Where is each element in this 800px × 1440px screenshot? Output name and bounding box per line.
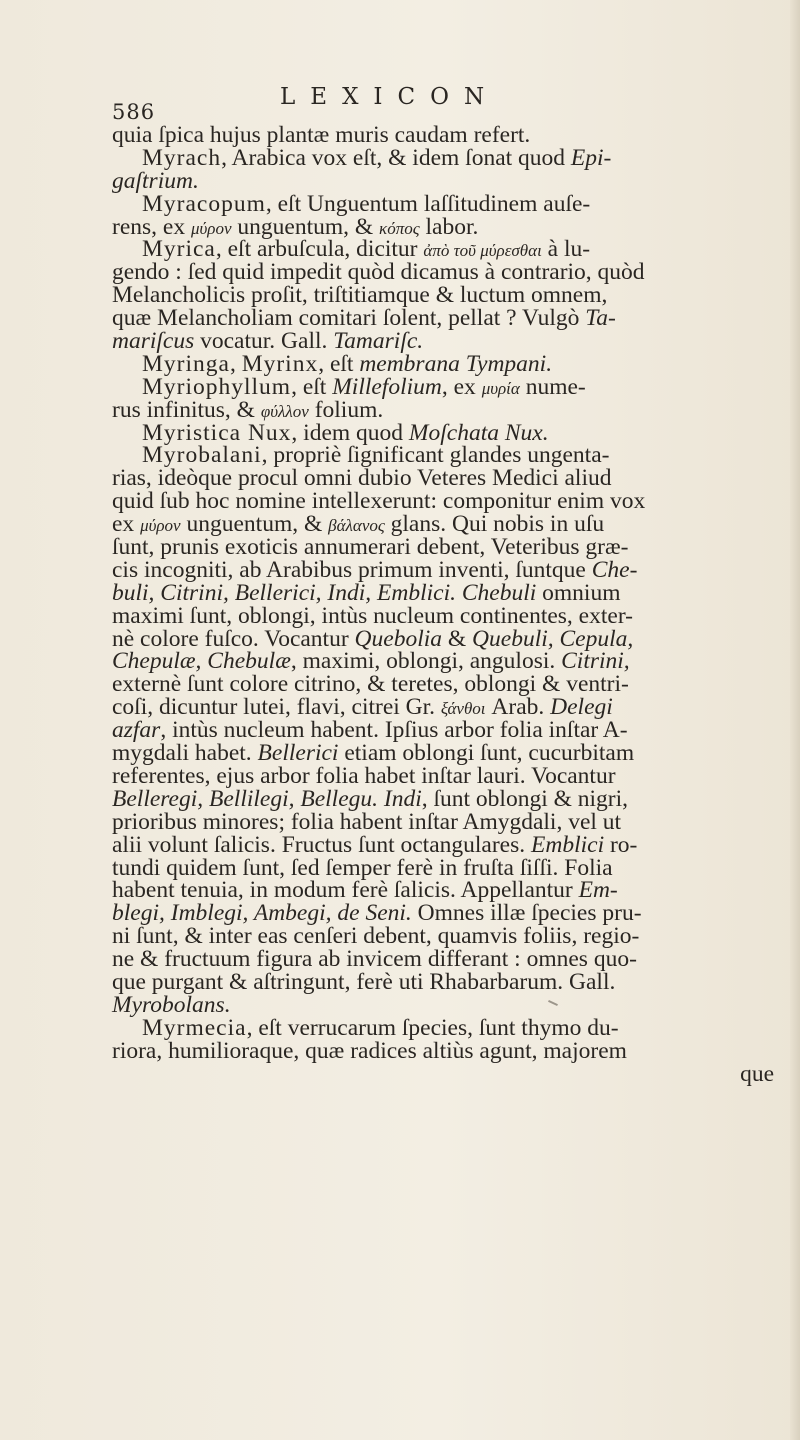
- text-line: [112, 124, 792, 147]
- text-run: Epi-: [570, 144, 612, 171]
- greek-word: βάλανος: [328, 516, 385, 536]
- text-line: [112, 330, 792, 353]
- text-run: omnium: [536, 579, 621, 606]
- text-run: , intùs nucleum habent. Ipſius arbor folia inſtar A-: [160, 717, 628, 744]
- text-run: Emblici: [531, 831, 605, 858]
- greek-word: ἀπὸ τοῦ μύρεσθαι: [423, 241, 542, 261]
- text-line: [112, 719, 792, 742]
- greek-word: κόπος: [379, 218, 420, 238]
- text-line: [112, 785, 792, 812]
- text-run: , eſt Unguentum laſſitudinem auſe-: [265, 190, 591, 217]
- text-line: [112, 650, 792, 673]
- text-run: tundi quidem ſunt, ſed ſemper ferè in fruſta ſiſſi. Folia: [112, 854, 613, 881]
- text-run: Em-: [578, 877, 618, 904]
- text-run: folium.: [308, 396, 384, 423]
- text-line: [112, 167, 792, 194]
- text-run: quæ Melancholiam comitari ſolent, pellat ? Vulgò: [112, 305, 586, 332]
- headword: Myrmecia: [142, 1014, 247, 1041]
- text-run: , ex: [441, 373, 482, 400]
- greek-word: φύλλον: [260, 401, 309, 421]
- text-line: [112, 854, 792, 881]
- text-run: cis incogniti, ab Arabibus primum inventi, ſuntque: [112, 556, 592, 583]
- text-run: , propriè ſignificant glandes ungenta-: [261, 442, 610, 469]
- text-run: rens, ex: [112, 213, 191, 240]
- text-run: que: [740, 1060, 774, 1087]
- greek-word: ξάνθοι: [440, 699, 486, 719]
- text-line: [112, 307, 792, 330]
- text-run: rias, ideòque procul omni dubio Veteres Medici aliud: [112, 465, 612, 492]
- text-run: nè colore fuſco. Vocantur: [112, 625, 355, 652]
- entry-myristica: [112, 419, 792, 446]
- text-run: Citrini,: [561, 648, 630, 675]
- entry-myrobalani: [112, 444, 792, 467]
- text-run: , maximi, oblongi, angulosi.: [290, 648, 562, 675]
- text-run: , eſt arbuſcula, dicitur: [215, 236, 424, 263]
- page-header: [112, 78, 672, 124]
- text-run: rus infinitus, &: [112, 396, 261, 423]
- text-run: à lu-: [541, 236, 591, 263]
- text-run: mygdali habet.: [112, 740, 258, 767]
- text-run: Tamariſc.: [333, 328, 424, 355]
- text-line: [112, 879, 792, 902]
- text-run: labor.: [419, 213, 479, 240]
- running-title: LEXICON: [280, 84, 500, 110]
- text-run: azfar: [112, 717, 161, 744]
- text-run: mariſcus: [112, 328, 195, 355]
- entry-myriophyllum: [112, 373, 792, 400]
- text-run: alii volunt ſalicis. Fructus ſunt octangulares.: [112, 831, 532, 858]
- text-run: maximi ſunt, oblongi, intùs nucleum continentes, exter-: [112, 602, 634, 629]
- text-line: [112, 467, 792, 490]
- text-run: quid ſub hoc nomine intellexerunt: componitur enim vox: [112, 488, 646, 515]
- text-line: [112, 602, 792, 629]
- headword: Myriophyllum: [142, 373, 292, 400]
- text-run: Chepulæ, Chebulæ: [112, 648, 291, 675]
- text-run: ex: [112, 511, 141, 538]
- greek-word: μύρον: [190, 218, 232, 238]
- text-run: habent tenuia, in modum ferè ſalicis. Appellantur: [112, 877, 579, 904]
- text-line: [112, 925, 792, 948]
- text-run: etiam oblongi ſunt, cucurbitam: [338, 740, 635, 767]
- text-line: [112, 513, 792, 536]
- lexicon-text: [112, 124, 792, 1085]
- headword: Myrica: [142, 236, 216, 263]
- headword: Myrach: [142, 144, 222, 171]
- text-line: [112, 536, 792, 559]
- page-edge: [790, 0, 800, 1440]
- text-run: , Arabica vox eſt, & idem ſonat quod: [221, 144, 571, 171]
- text-run: externè ſunt colore citrino, & teretes, oblongi & ventri-: [112, 671, 629, 698]
- page-number: 586: [112, 100, 156, 124]
- headword: Myrinx: [241, 350, 319, 377]
- headword: Myrobalani: [142, 442, 262, 469]
- headword: Myristica Nux: [142, 419, 292, 446]
- text-run: gaſtrium.: [112, 167, 199, 194]
- text-run: quia ſpica hujus plantæ muris caudam refert.: [112, 122, 531, 148]
- text-line: [112, 261, 792, 284]
- text-run: Omnes illæ ſpecies pru-: [411, 900, 642, 927]
- text-run: unguentum, &: [231, 213, 380, 240]
- text-line: [112, 948, 792, 971]
- text-run: Millefolium: [332, 373, 442, 400]
- text-line: [112, 213, 792, 240]
- text-run: blegi, Imblegi, Ambegi, de Seni.: [112, 900, 412, 927]
- entry-myrica: [112, 238, 792, 261]
- text-run: ſunt, prunis exoticis annumerari debent, Veteribus græ-: [112, 534, 629, 561]
- text-run: gendo : ſed quid impedit quòd dicamus à contrario, quòd: [112, 259, 645, 286]
- entry-myringa: [112, 350, 792, 377]
- headword: Myracopum: [142, 190, 266, 217]
- entry-myracopum: [112, 190, 792, 217]
- text-run: glans. Qui nobis in uſu: [384, 511, 605, 538]
- text-run: &: [442, 625, 473, 652]
- text-run: , eſt verrucarum ſpecies, ſunt thymo du-: [246, 1014, 619, 1041]
- text-run: Quebuli, Cepula,: [472, 625, 634, 652]
- text-run: , eſt: [318, 350, 360, 377]
- text-run: Arab.: [485, 694, 551, 721]
- text-line: [112, 696, 792, 719]
- text-run: , eſt: [291, 373, 333, 400]
- text-run: referentes, ejus arbor folia habet inſtar lauri. Vocantur: [112, 762, 616, 789]
- text-run: Moſchata Nux.: [408, 419, 549, 446]
- text-run: Quebolia: [354, 625, 443, 652]
- text-run: riora, humilioraque, quæ radices altiùs agunt, majorem: [112, 1037, 627, 1064]
- text-run: Che-: [591, 556, 638, 583]
- text-run: ,: [229, 350, 242, 377]
- greek-word: μυρία: [481, 378, 520, 398]
- blank-page-area: [0, 990, 800, 1440]
- text-run: , ſunt oblongi & nigri,: [421, 785, 629, 812]
- text-line: [112, 579, 792, 606]
- text-run: coſi, dicuntur lutei, flavi, citrei Gr.: [112, 694, 441, 721]
- text-line: [112, 625, 792, 652]
- entry-myrach: [112, 144, 792, 171]
- text-run: ni ſunt, & inter eas cenſeri debent, quamvis foliis, regio-: [112, 923, 640, 950]
- text-run: membrana Tympani.: [359, 350, 553, 377]
- greek-word: μύρον: [140, 516, 181, 536]
- text-run: Ta-: [585, 305, 616, 332]
- text-line: [112, 902, 792, 925]
- text-line: [112, 673, 792, 696]
- text-run: prioribus minores; folia habent inſtar Amygdali, vel ut: [112, 808, 622, 835]
- text-line: [112, 490, 792, 513]
- text-run: Bellerici: [257, 740, 339, 767]
- headword: Myringa: [142, 350, 230, 377]
- text-run: buli, Citrini, Bellerici, Indi, Emblici. Chebuli: [112, 579, 537, 606]
- text-run: Melancholicis proſit, triſtitiamque & luctum omnem,: [112, 282, 608, 309]
- text-line: [112, 808, 792, 835]
- text-line: [112, 742, 792, 765]
- text-run: , idem quod: [291, 419, 409, 446]
- text-line: [112, 831, 792, 858]
- text-line: [112, 556, 792, 583]
- text-run: vocatur. Gall.: [194, 328, 334, 355]
- text-run: ne & fructuum figura ab invicem differant : omnes quo-: [112, 946, 637, 973]
- text-line: [112, 396, 792, 423]
- text-run: que purgant & aſtringunt, ferè uti Rhabarbarum. Gall.: [112, 968, 616, 995]
- text-line: [112, 762, 792, 789]
- text-run: Delegi: [550, 694, 613, 721]
- text-run: unguentum, &: [180, 511, 329, 538]
- text-line: [112, 284, 792, 307]
- text-run: ro-: [604, 831, 638, 858]
- text-run: nume-: [519, 373, 586, 400]
- text-run: Myrobolans.: [112, 991, 231, 1018]
- text-run: Belleregi, Bellilegi, Bellegu. Indi: [112, 785, 422, 812]
